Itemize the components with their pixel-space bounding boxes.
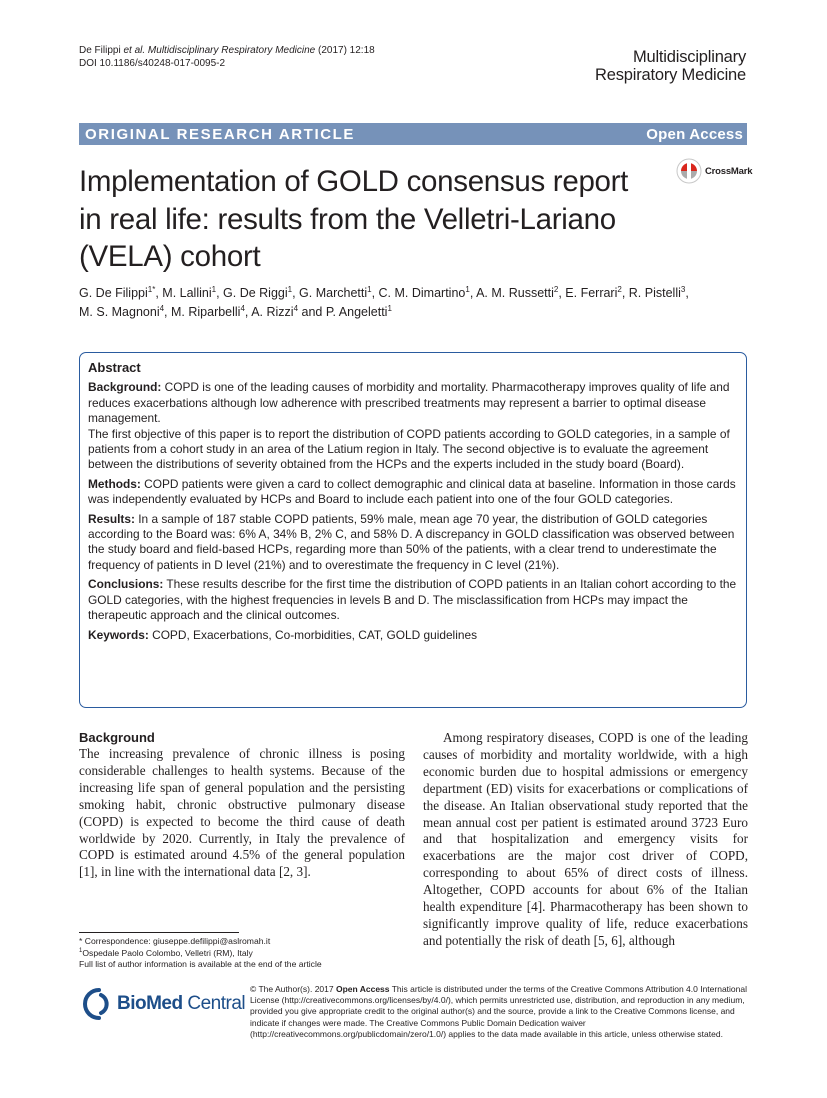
article-type: ORIGINAL RESEARCH ARTICLE (85, 125, 356, 143)
body-paragraph: Among respiratory diseases, COPD is one of the leading causes of morbidity and mortality worldwide, with a high economic burden due to hospital admissions or emergency department (ED) visits for exacerbations or complications of the disease. An Italian observational study reported that the mean annual cost per patient is estimated around 3723 Euro and that hospitalization and emergency visits for exacerbations are the major cost driver of COPD, corresponding to about 65% of direct costs of illness. Altogether, COPD accounts for about 6% of the Italian health expenditure [4]. Pharmacotherapy has been shown to significantly improve quality of life, reduce exacerbations and potentially the risk of death [5, 6], although (423, 730, 748, 948)
section-heading-background: Background (79, 730, 155, 745)
author-info-note: Full list of author information is available at the end of the article (79, 959, 322, 970)
author-list: G. De Filippi$^{1*}$, M. Lallini$^1$, G. De Riggi$^1$, G. Marchetti$^1$, C. M. Dimartino$^1$, A. M. Russetti$^2$, E. Ferrari$^2$, R. Pistelli$^3$, M. S. Magnoni$^4$, M. Riparbelli$^4$, A. Rizzi$^4$ and P. Angeletti$^1$ (79, 284, 689, 319)
abstract-heading: Abstract (88, 360, 141, 375)
body-right-column (423, 730, 748, 950)
affiliation: $^1$Ospedale Paolo Colombo, Velletri (RM), Italy (79, 947, 253, 958)
citation-line: De Filippi et al. Multidisciplinary Respiratory Medicine (2017) 12:18 (79, 45, 375, 56)
footnotes (79, 936, 409, 971)
publisher-logo: BioMed Central (79, 984, 245, 1024)
abstract-results: Results: In a sample of 187 stable COPD patients, 59% male, mean age 70 year, the distribution of GOLD categories according to the Board was: 6% A, 34% B, 2% C, and 58% D. A discrepancy in GOLD classification was observed between the study board and field-based HCPs, regarding more than 50% of the patients, with a clear trend to underestimate the frequency of patients in D level (21%) and to overestimate the frequency in C level (21%). (88, 511, 735, 572)
article-type-banner (79, 123, 747, 145)
abstract-methods: Methods: COPD patients were given a card to collect demographic and clinical data at baseline. Information in those cards was independently evaluated by HCPs and Board to include each patient into one of the four GOLD categories. (88, 476, 736, 507)
crossmark-badge[interactable] (676, 157, 756, 185)
biomed-central-logo-icon (79, 987, 113, 1021)
citation-header (79, 44, 375, 70)
abstract-box (79, 352, 747, 708)
article-title: Implementation of GOLD consensus report in real life: results from the Velletri-Lariano (VELA) cohort (79, 165, 629, 273)
doi[interactable]: DOI 10.1186/s40248-017-0095-2 (79, 58, 226, 69)
abstract-conclusions: Conclusions: These results describe for the first time the distribution of COPD patients in an Italian cohort according to the GOLD categories, with the highest frequencies in levels B and D. The misclassification from HCPs may impact the therapeutic approach and the clinical outcomes. (88, 577, 737, 623)
abstract-background: Background: COPD is one of the leading causes of morbidity and mortality. Pharmacotherapy improves quality of life and reduces exacerbations although low adherence with prescribed treatments may represent a barrier to optimal disease management. The first objective of this paper is to report the distribution of COPD patients according to GOLD categories, in a sample of patients from a cohort study in an area of the Latium region in Italy. The second objective is to evaluate the agreement between the distributions of severity obtained from the HCPs and the experts included in the study board (Board). (88, 380, 730, 472)
crossmark-label: CrossMark (705, 165, 753, 177)
abstract-keywords: Keywords: COPD, Exacerbations, Co-morbidities, CAT, GOLD guidelines (88, 627, 478, 642)
journal-name: Multidisciplinary Respiratory Medicine (595, 48, 746, 84)
body-paragraph: The increasing prevalence of chronic illness is posing considerable challenges to health systems. Because of the increasing life span of general population and the persisting smoking habit, chronic obstructive pulmonary disease (COPD) is expected to become the third cause of death worldwide by 2020. Currently, in Italy the prevalence of COPD is estimated around 4.5% of the general population [1], in line with the international data [2, 3]. (79, 746, 405, 880)
crossmark-icon (676, 158, 702, 184)
open-access-label: Open Access (646, 125, 743, 143)
body-left-column (79, 730, 405, 881)
correspondence[interactable]: * Correspondence: giuseppe.defilippi@aslromah.it (79, 936, 271, 946)
footnote-divider (79, 932, 239, 933)
license-statement: © The Author(s). 2017 Open Access This article is distributed under the terms of the Creative Commons Attribution 4.0 International License (http://creativecommons.org/licenses/by/4.0/), which permits unrestricted use, distribution, and reproduction in any medium, provided you give appropriate credit to the original author(s) and the source, provide a link to the Creative Commons license, and indicate if changes were made. The Creative Commons Public Domain Dedication waiver (http://creativecommons.org/publicdomain/zero/1.0/) applies to the data made available in this article, unless otherwise stated. (250, 984, 748, 1039)
